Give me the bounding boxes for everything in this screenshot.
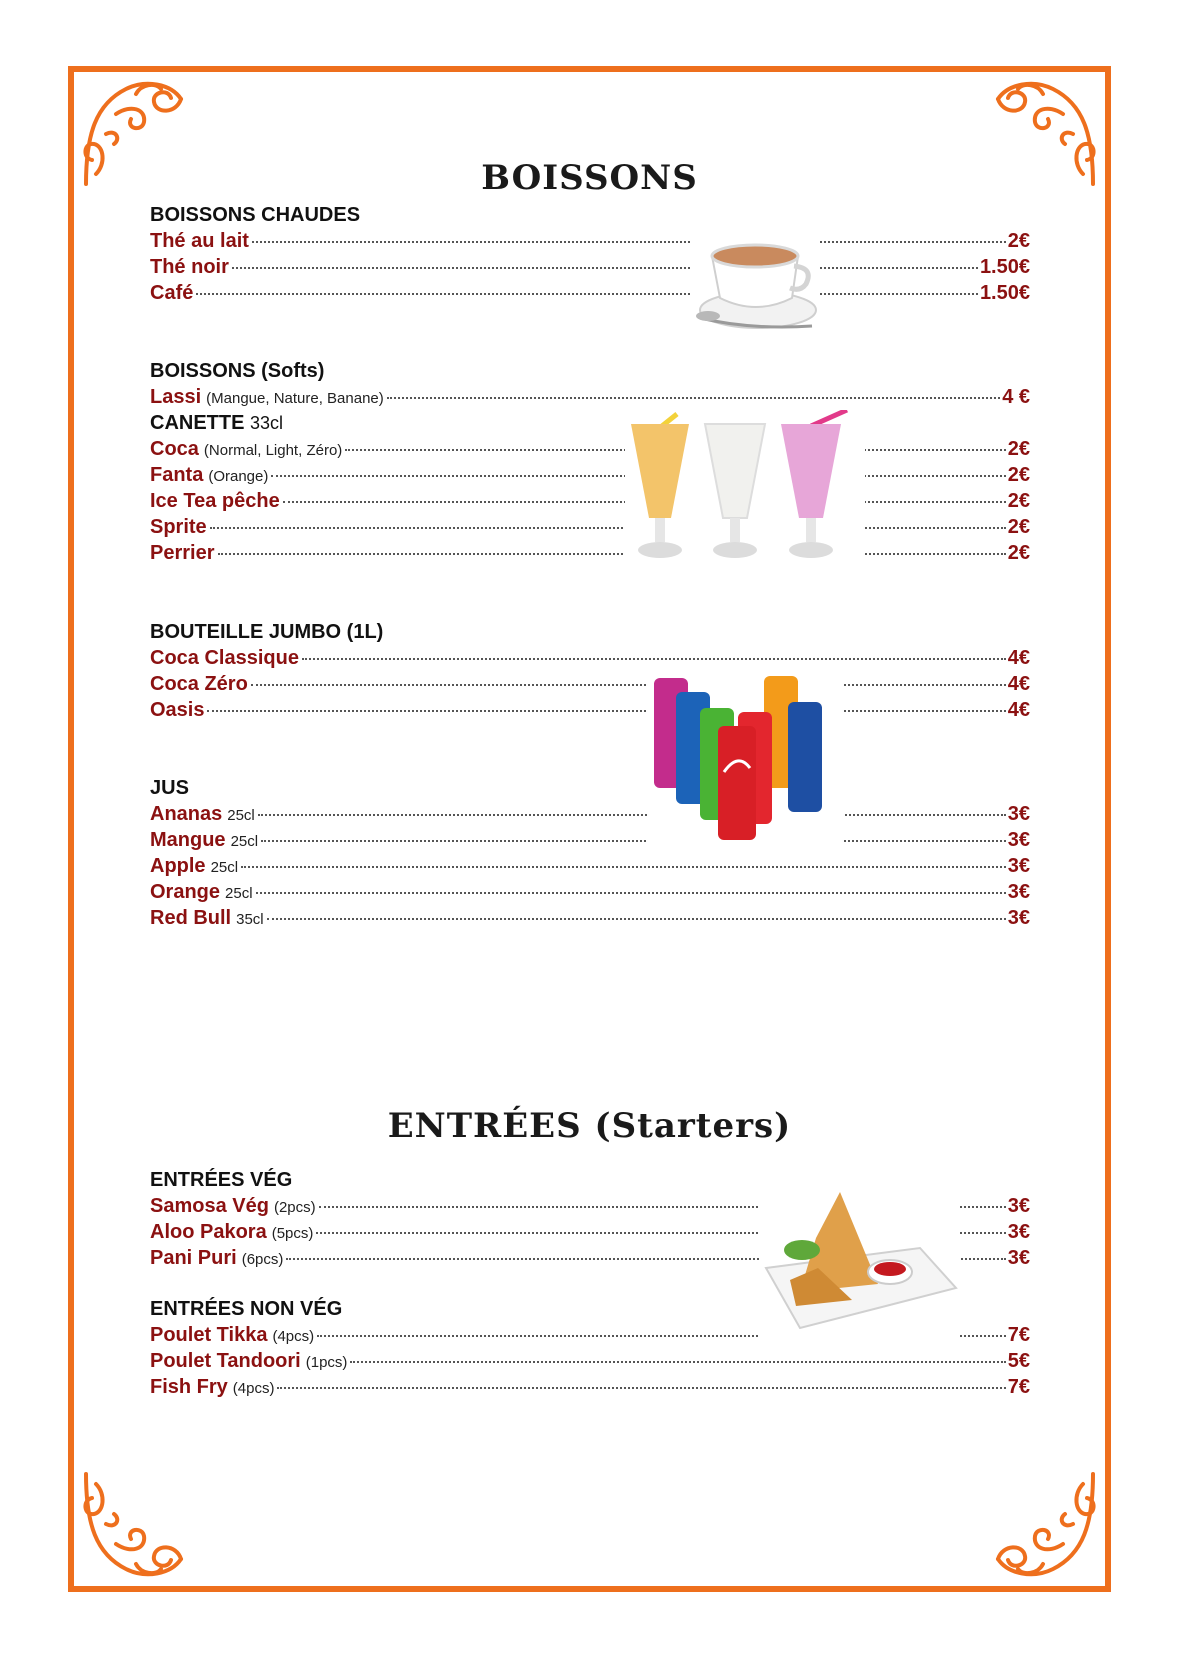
item-note: 25cl <box>225 885 253 902</box>
menu-item <box>150 879 1030 905</box>
item-name: Red Bull <box>150 907 232 929</box>
item-price: 3€ <box>1007 829 1030 851</box>
section-heading: BOUTEILLE JUMBO (1L) <box>150 621 384 643</box>
dot-leader <box>252 241 1006 243</box>
item-name: Ananas <box>150 803 223 825</box>
item-name: Perrier <box>150 542 215 564</box>
lassi-glasses-image <box>625 410 865 570</box>
menu-item <box>150 827 1030 853</box>
dot-leader <box>267 918 1006 920</box>
page-title-boissons: BOISSONS <box>481 158 698 198</box>
item-note: 35cl <box>236 911 264 928</box>
item-price: 4€ <box>1007 647 1030 669</box>
section-heading: JUS <box>150 777 189 799</box>
item-note: (6pcs) <box>241 1251 284 1268</box>
section-heading: BOISSONS CHAUDES <box>150 204 361 226</box>
menu-item <box>150 1374 1030 1400</box>
dot-leader <box>241 866 1006 868</box>
item-price: 5€ <box>1007 1350 1030 1372</box>
item-name: Poulet Tikka <box>150 1324 268 1346</box>
dot-leader <box>232 267 978 269</box>
samosa-plate-image <box>760 1188 960 1338</box>
item-name: Mangue <box>150 829 226 851</box>
ornament-corner-icon <box>983 1464 1103 1584</box>
dot-leader <box>256 892 1006 894</box>
menu-item <box>150 514 1030 540</box>
soda-cans-image <box>648 672 844 842</box>
item-price: 3€ <box>1007 1247 1030 1269</box>
item-price: 3€ <box>1007 1221 1030 1243</box>
menu-item <box>150 697 1030 723</box>
item-note: (4pcs) <box>232 1380 275 1397</box>
menu-item <box>150 905 1030 931</box>
item-note: (Normal, Light, Zéro) <box>203 442 343 459</box>
item-price: 3€ <box>1007 803 1030 825</box>
menu-item <box>150 540 1030 566</box>
item-price: 3€ <box>1007 907 1030 929</box>
dot-leader <box>387 397 1000 399</box>
menu-item <box>150 228 1030 254</box>
menu-item <box>150 671 1030 697</box>
menu-item <box>150 1348 1030 1374</box>
item-note: (1pcs) <box>305 1354 348 1371</box>
canette-label: CANETTE <box>150 412 245 434</box>
item-price: 2€ <box>1007 542 1030 564</box>
section-heading: BOISSONS (Softs) <box>150 360 325 382</box>
item-name: Pani Puri <box>150 1247 237 1269</box>
dot-leader <box>218 553 1006 555</box>
item-note: 25cl <box>227 807 255 824</box>
dot-leader <box>261 840 1006 842</box>
item-name: Orange <box>150 881 221 903</box>
section-boissons-chaudes <box>150 202 1030 306</box>
section-boissons-softs <box>150 358 1030 566</box>
canette-size: 33cl <box>250 413 284 433</box>
ornament-corner-icon <box>76 1464 196 1584</box>
item-name: Thé noir <box>150 256 229 278</box>
tea-cup-image <box>690 226 820 340</box>
menu-item <box>150 462 1030 488</box>
item-note: 25cl <box>210 859 239 876</box>
item-name: Sprite <box>150 516 207 538</box>
item-price: 2€ <box>1007 438 1030 460</box>
dot-leader <box>196 293 978 295</box>
dot-leader <box>350 1361 1005 1363</box>
section-heading: ENTRÉES VÉG <box>150 1169 293 1191</box>
item-name: Fish Fry <box>150 1376 228 1398</box>
menu-item <box>150 436 1030 462</box>
item-note: (Orange) <box>208 468 269 485</box>
item-price: 3€ <box>1007 855 1030 877</box>
page-title-entrees: ENTRÉES (Starters) <box>387 1106 792 1146</box>
item-note: (Mangue, Nature, Banane) <box>206 390 384 407</box>
item-name: Fanta <box>150 464 204 486</box>
item-name: Apple <box>150 855 206 877</box>
item-price: 2€ <box>1007 464 1030 486</box>
item-name: Ice Tea pêche <box>150 490 280 512</box>
dot-leader <box>210 527 1006 529</box>
menu-item <box>150 645 1030 671</box>
item-price: 3€ <box>1007 881 1030 903</box>
menu-item <box>150 488 1030 514</box>
menu-item <box>150 254 1030 280</box>
item-price: 1.50€ <box>979 256 1030 278</box>
subsection-heading <box>150 410 1030 436</box>
dot-leader <box>207 710 1005 712</box>
item-name: Oasis <box>150 699 205 721</box>
item-name: Coca Classique <box>150 647 299 669</box>
item-price: 1.50€ <box>979 282 1030 304</box>
item-note: (2pcs) <box>273 1199 316 1216</box>
section-bouteille-jumbo <box>150 619 1030 723</box>
item-name: Lassi <box>150 386 202 408</box>
item-note: 25cl <box>230 833 259 850</box>
item-price: 4 € <box>1002 386 1030 408</box>
dot-leader <box>277 1387 1005 1389</box>
item-price: 3€ <box>1007 1195 1030 1217</box>
item-price: 7€ <box>1007 1324 1030 1346</box>
item-name: Samosa Vég <box>150 1195 269 1217</box>
section-jus <box>150 775 1030 931</box>
dot-leader <box>302 658 1006 660</box>
item-price: 4€ <box>1007 673 1030 695</box>
menu-item <box>150 384 1030 410</box>
item-price: 2€ <box>1007 490 1030 512</box>
dot-leader <box>258 814 1006 816</box>
menu-item <box>150 853 1030 879</box>
item-price: 2€ <box>1007 516 1030 538</box>
item-note: (5pcs) <box>271 1225 314 1242</box>
item-price: 2€ <box>1007 230 1030 252</box>
item-name: Coca <box>150 438 199 460</box>
menu-item <box>150 801 1030 827</box>
item-name: Coca Zéro <box>150 673 248 695</box>
item-note: (4pcs) <box>272 1328 315 1345</box>
menu-item <box>150 280 1030 306</box>
item-price: 4€ <box>1007 699 1030 721</box>
item-price: 7€ <box>1007 1376 1030 1398</box>
dot-leader <box>251 684 1006 686</box>
item-name: Poulet Tandoori <box>150 1350 301 1372</box>
item-name: Aloo Pakora <box>150 1221 267 1243</box>
item-name: Café <box>150 282 194 304</box>
section-heading: ENTRÉES NON VÉG <box>150 1298 343 1320</box>
item-name: Thé au lait <box>150 230 249 252</box>
